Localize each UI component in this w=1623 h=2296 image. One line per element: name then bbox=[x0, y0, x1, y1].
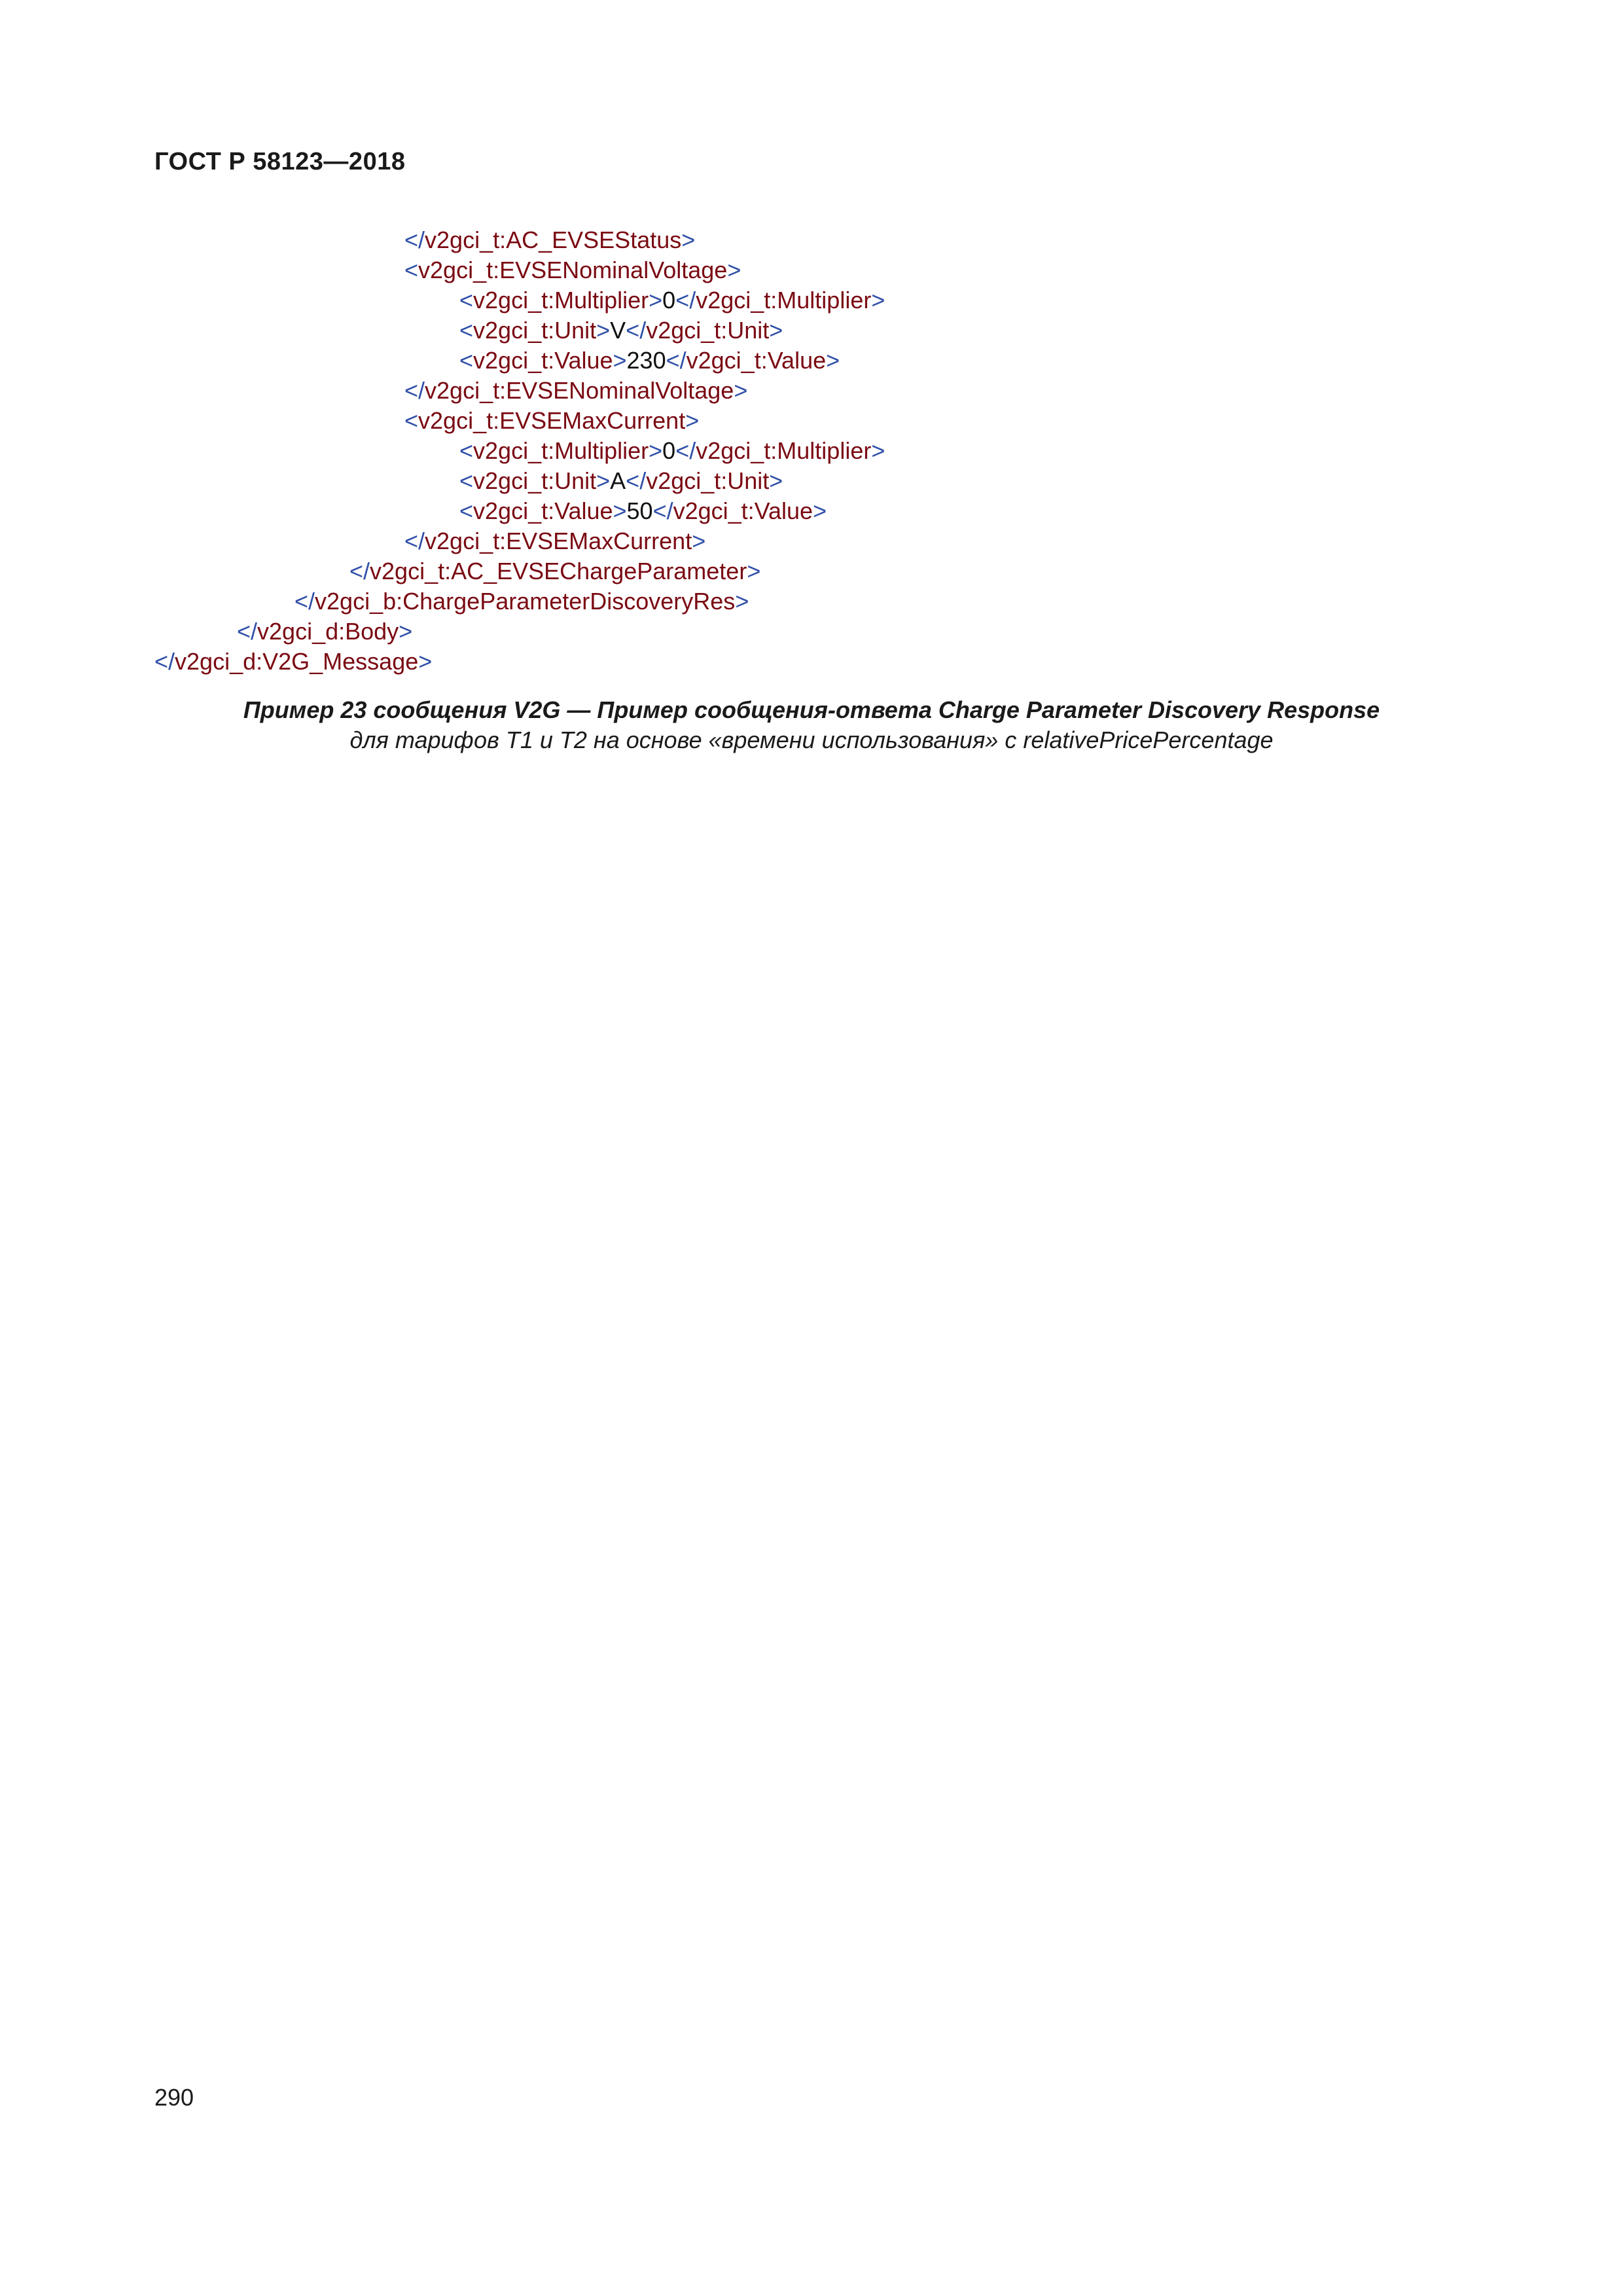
code-line bbox=[349, 556, 760, 586]
element-name: v2gci_t:EVSEMaxCurrent bbox=[425, 528, 692, 554]
bracket-open: < bbox=[459, 347, 474, 374]
code-line bbox=[404, 225, 695, 255]
element-name: v2gci_t:AC_EVSEStatus bbox=[425, 226, 682, 253]
bracket-open: </ bbox=[154, 648, 175, 675]
bracket-open: < bbox=[459, 467, 474, 494]
code-line bbox=[154, 647, 432, 677]
bracket-open: </ bbox=[404, 226, 425, 253]
element-name: v2gci_d:Body bbox=[257, 618, 399, 645]
code-line bbox=[459, 466, 783, 496]
code-line bbox=[459, 315, 783, 346]
bracket-open: </ bbox=[675, 437, 696, 464]
bracket-open: < bbox=[459, 317, 474, 344]
element-value: V bbox=[610, 317, 626, 344]
code-line bbox=[404, 255, 741, 285]
page-number: 290 bbox=[154, 2084, 194, 2111]
bracket-close: > bbox=[769, 317, 783, 344]
code-line bbox=[294, 586, 749, 617]
bracket-open: </ bbox=[237, 618, 258, 645]
element-name: v2gci_t:EVSENominalVoltage bbox=[418, 257, 728, 283]
element-name: v2gci_t:Multiplier bbox=[473, 287, 649, 314]
code-line bbox=[459, 496, 827, 526]
element-value: 0 bbox=[662, 287, 676, 314]
bracket-open: </ bbox=[626, 467, 647, 494]
element-name: v2gci_t:EVSEMaxCurrent bbox=[418, 407, 686, 434]
element-name: v2gci_t:Value bbox=[473, 497, 613, 524]
bracket-close: > bbox=[596, 317, 611, 344]
code-line bbox=[459, 285, 885, 315]
element-name: v2gci_b:ChargeParameterDiscoveryRes bbox=[315, 588, 736, 615]
bracket-close: > bbox=[826, 347, 840, 374]
bracket-close: > bbox=[735, 588, 749, 615]
code-line bbox=[459, 346, 840, 376]
bracket-close: > bbox=[734, 377, 748, 404]
bracket-open: </ bbox=[626, 317, 647, 344]
element-name: v2gci_t:Unit bbox=[646, 467, 770, 494]
element-value: 0 bbox=[662, 437, 676, 464]
code-line bbox=[404, 376, 747, 406]
element-name: v2gci_t:Unit bbox=[473, 467, 597, 494]
code-line bbox=[237, 617, 412, 647]
bracket-open: </ bbox=[294, 588, 315, 615]
bracket-close: > bbox=[747, 558, 761, 584]
element-value: 230 bbox=[626, 347, 666, 374]
bracket-open: < bbox=[404, 257, 419, 283]
bracket-close: > bbox=[399, 618, 413, 645]
bracket-open: </ bbox=[349, 558, 370, 584]
element-value: 50 bbox=[626, 497, 653, 524]
bracket-open: < bbox=[459, 437, 474, 464]
caption-title: Пример 23 сообщения V2G — Пример сообщения-ответа Charge Parameter Discovery Response bbox=[243, 696, 1380, 723]
bracket-close: > bbox=[418, 648, 433, 675]
bracket-open: < bbox=[459, 287, 474, 314]
bracket-open: < bbox=[459, 497, 474, 524]
element-name: v2gci_t:AC_EVSEChargeParameter bbox=[370, 558, 747, 584]
bracket-open: </ bbox=[652, 497, 673, 524]
bracket-close: > bbox=[649, 287, 663, 314]
element-name: v2gci_t:Value bbox=[473, 347, 613, 374]
element-name: v2gci_t:Multiplier bbox=[473, 437, 649, 464]
element-name: v2gci_t:Multiplier bbox=[696, 287, 872, 314]
code-line bbox=[404, 406, 699, 436]
document-header: ГОСТ Р 58123—2018 bbox=[154, 148, 406, 175]
element-name: v2gci_t:Value bbox=[673, 497, 813, 524]
element-name: v2gci_t:Value bbox=[686, 347, 827, 374]
caption-subtitle: для тарифов T1 и T2 на основе «времени использования» с relativePricePercentage bbox=[349, 726, 1274, 753]
bracket-close: > bbox=[681, 226, 696, 253]
code-line bbox=[404, 526, 705, 556]
bracket-close: > bbox=[613, 347, 627, 374]
element-value: A bbox=[610, 467, 626, 494]
bracket-close: > bbox=[649, 437, 663, 464]
bracket-open: </ bbox=[404, 377, 425, 404]
bracket-close: > bbox=[692, 528, 706, 554]
bracket-close: > bbox=[685, 407, 700, 434]
element-name: v2gci_t:EVSENominalVoltage bbox=[425, 377, 734, 404]
bracket-close: > bbox=[813, 497, 827, 524]
bracket-open: </ bbox=[404, 528, 425, 554]
bracket-open: < bbox=[404, 407, 419, 434]
element-name: v2gci_t:Unit bbox=[473, 317, 597, 344]
bracket-open: </ bbox=[666, 347, 687, 374]
code-line bbox=[459, 436, 885, 466]
bracket-open: </ bbox=[675, 287, 696, 314]
bracket-close: > bbox=[871, 287, 885, 314]
element-name: v2gci_t:Multiplier bbox=[696, 437, 872, 464]
bracket-close: > bbox=[613, 497, 627, 524]
bracket-close: > bbox=[769, 467, 783, 494]
element-name: v2gci_d:V2G_Message bbox=[175, 648, 419, 675]
bracket-close: > bbox=[871, 437, 885, 464]
bracket-close: > bbox=[727, 257, 741, 283]
element-name: v2gci_t:Unit bbox=[646, 317, 770, 344]
bracket-close: > bbox=[596, 467, 611, 494]
